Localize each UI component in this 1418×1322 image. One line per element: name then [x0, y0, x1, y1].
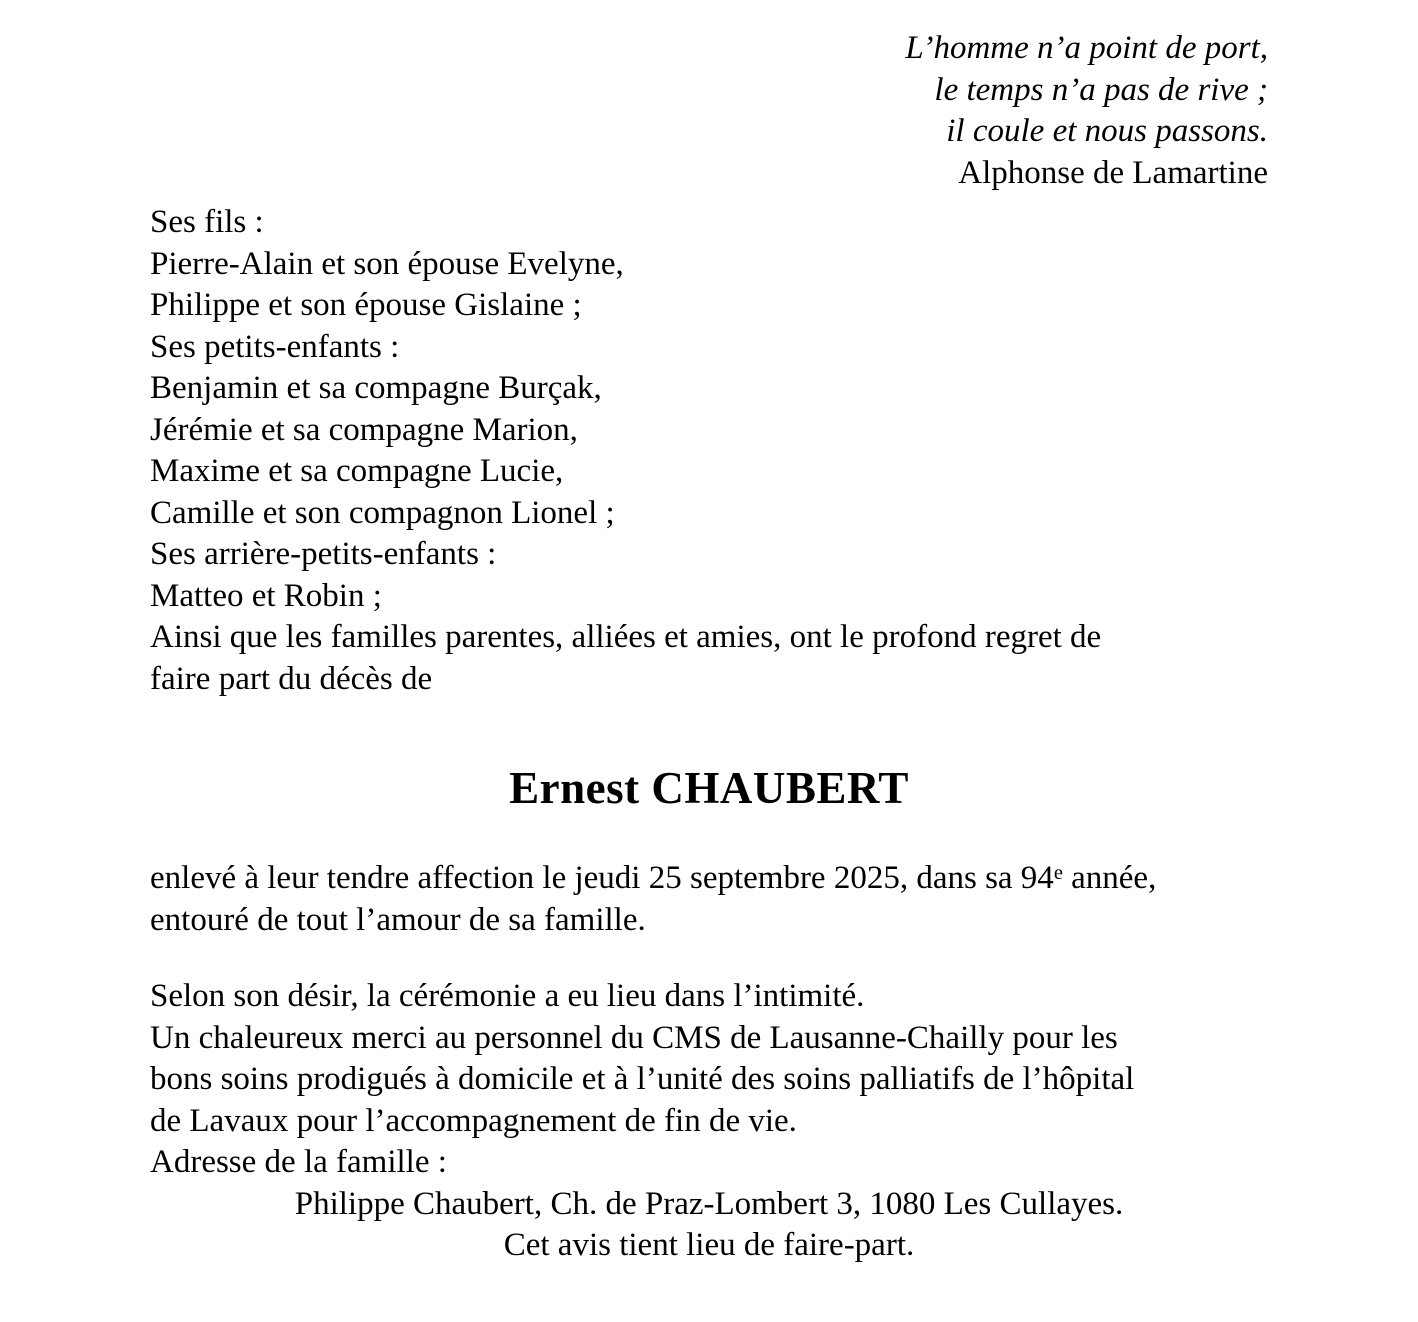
tribute-line-1-end: année, [1062, 860, 1157, 896]
family-list [150, 202, 1268, 700]
ceremony-line: Adresse de la famille : [150, 1144, 447, 1180]
family-line: Philippe et son épouse Gislaine ; [150, 287, 582, 323]
family-line: Jérémie et sa compagne Marion, [150, 411, 578, 448]
family-line: Ses petits-enfants : [150, 328, 400, 365]
closing-line: Cet avis tient lieu de faire-part. [503, 1227, 915, 1263]
ceremony-line: de Lavaux pour l’accompagnement de fin de vie. [150, 1102, 797, 1139]
family-line: Camille et son compagnon Lionel ; [150, 494, 615, 531]
family-line: Matteo et Robin ; [150, 577, 382, 614]
ceremony-paragraph [150, 976, 1268, 1184]
tribute-line-1 [150, 858, 1268, 900]
tribute-paragraph [150, 858, 1268, 941]
epigraph-line: il coule et nous passons. [946, 113, 1268, 149]
family-line: Pierre-Alain et son épouse Evelyne, [150, 245, 624, 282]
tribute-line-2: entouré de tout l’amour de sa famille. [150, 901, 646, 938]
family-address: Philippe Chaubert, Ch. de Praz-Lombert 3, 1080 Les Cullayes. [294, 1185, 1124, 1222]
ceremony-line: Selon son désir, la cérémonie a eu lieu dans l’intimité. [150, 978, 865, 1014]
tribute-line-1-text: enlevé à leur tendre affection le jeudi 25 septembre 2025, dans sa 94 [150, 860, 1054, 896]
family-line: Ainsi que les familles parentes, alliées et amies, ont le profond regret de [150, 619, 1102, 655]
age-superscript: e [1053, 862, 1063, 885]
family-line: Maxime et sa compagne Lucie, [150, 453, 564, 489]
family-line: Benjamin et sa compagne Burçak, [150, 370, 602, 406]
ceremony-line: bons soins prodigués à domicile et à l’unité des soins palliatifs de l’hôpital [150, 1061, 1135, 1097]
ceremony-line: Un chaleureux merci au personnel du CMS de Lausanne-Chailly pour les [150, 1019, 1118, 1056]
epigraph [150, 0, 1268, 194]
deceased-name: Ernest CHAUBERT [509, 763, 909, 813]
epigraph-line: L’homme n’a point de port, [905, 30, 1268, 66]
family-line: faire part du décès de [150, 660, 433, 697]
family-line: Ses fils : [150, 204, 264, 240]
epigraph-attribution: Alphonse de Lamartine [958, 154, 1268, 191]
family-line: Ses arrière-petits-enfants : [150, 536, 497, 572]
epigraph-line: le temps n’a pas de rive ; [934, 71, 1268, 108]
